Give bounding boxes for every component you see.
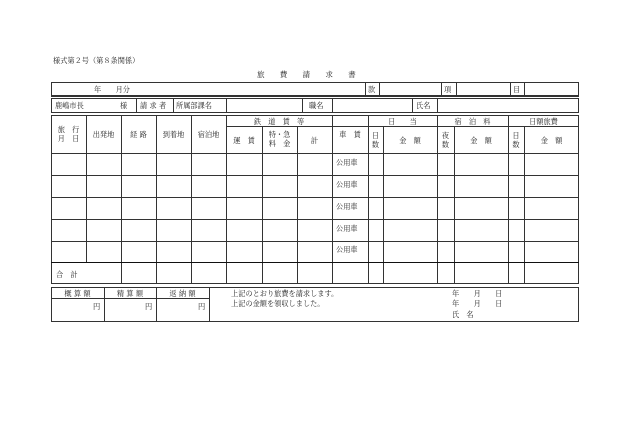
- estimated-label: 概 算 額: [64, 289, 91, 298]
- fare-header: 運 賃: [233, 136, 255, 145]
- lodging-fee-group-header: 宿 泊 料: [454, 117, 491, 126]
- settled-label: 精 算 額: [116, 289, 144, 298]
- signature-label: 氏 名: [452, 310, 474, 319]
- addressee: 鹿嶋市長: [55, 101, 84, 110]
- moku-label: 目: [513, 85, 521, 94]
- railway-fare-group-header: 鉄 道 賃 等: [253, 117, 305, 126]
- request-date: 年 月 日: [452, 289, 503, 298]
- table-row-car: 公用車: [336, 202, 358, 211]
- request-statement: 上記のとおり旅費を請求します。: [231, 289, 339, 298]
- daily-amount-header: 金 額: [399, 136, 421, 145]
- travel-date-header: 旅 行 月 日: [57, 125, 80, 143]
- sama-label: 様: [120, 101, 128, 110]
- receipt-statement: 上記の金額を領収しました。: [231, 299, 325, 308]
- yen-unit: 円: [93, 302, 101, 311]
- year-month-label: 年 月分: [94, 85, 130, 94]
- returned-label: 返 納 額: [169, 289, 196, 298]
- nights-header: 夜 数: [441, 131, 450, 149]
- subtotal-header: 計: [310, 136, 319, 145]
- receipt-date: 年 月 日: [452, 299, 503, 308]
- table-row-car: 公用車: [336, 224, 358, 233]
- requester-label: 請 求 者: [140, 101, 167, 110]
- daily-allowance-group-header: 日 当: [388, 117, 417, 126]
- yen-unit: 円: [145, 302, 153, 311]
- car-fare-header: 車 賃: [339, 130, 361, 139]
- table-row-car: 公用車: [336, 245, 358, 254]
- lodging-amount-header: 金 額: [470, 136, 492, 145]
- position-label: 職名: [309, 101, 324, 110]
- kan-label: 款: [368, 85, 376, 94]
- table-row-car: 公用車: [336, 158, 358, 167]
- special-fee-header: 特・急 料 金: [268, 130, 291, 148]
- route-header: 経 路: [130, 130, 147, 139]
- fixed-days-header: 日 数: [512, 131, 520, 149]
- departure-header: 出発地: [92, 130, 115, 139]
- fixed-travel-group-header: 日額旅費: [529, 117, 558, 126]
- form-number: 様式第２号（第８条関係）: [53, 56, 140, 65]
- name-label: 氏名: [416, 101, 431, 110]
- arrival-header: 到着地: [162, 130, 185, 139]
- lodging-place-header: 宿泊地: [197, 130, 220, 139]
- fixed-amount-header: 金 額: [540, 136, 563, 145]
- department-label: 所属部課名: [176, 101, 212, 110]
- budget-row: [51, 82, 579, 96]
- days-header: 日 数: [371, 131, 380, 149]
- kou-label: 項: [444, 85, 452, 94]
- page-title: 旅 費 請 求 書: [257, 70, 356, 79]
- yen-unit: 円: [198, 302, 206, 311]
- total-label: 合 計: [56, 270, 78, 279]
- table-row-car: 公用車: [336, 180, 358, 189]
